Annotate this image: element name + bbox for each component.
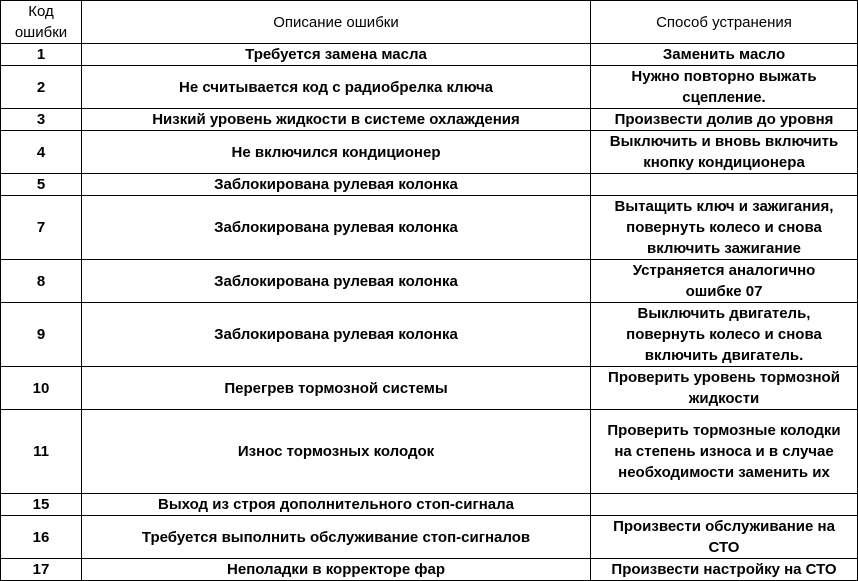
cell-solution: [591, 174, 858, 196]
solution-line: Выключить двигатель,: [637, 305, 811, 322]
cell-code: 7: [1, 196, 82, 260]
solution-line: СТО: [708, 539, 740, 556]
header-code-line2: ошибки: [14, 24, 68, 41]
table-row: [1, 559, 858, 581]
header-code: [1, 1, 82, 44]
solution-line: кнопку кондиционера: [643, 154, 805, 171]
cell-solution: [591, 66, 858, 109]
cell-description: Не включился кондиционер: [82, 131, 591, 174]
cell-solution: [591, 196, 858, 260]
header-row: [1, 1, 858, 44]
cell-code: 9: [1, 303, 82, 367]
cell-solution: [591, 44, 858, 66]
cell-solution: [591, 131, 858, 174]
solution-line: Устраняется аналогично: [632, 262, 816, 279]
solution-line: Проверить тормозные колодки: [607, 422, 841, 439]
cell-description: Низкий уровень жидкости в системе охлаждения: [82, 109, 591, 131]
cell-description: Перегрев тормозной системы: [82, 367, 591, 410]
table-row: [1, 410, 858, 494]
cell-code: 16: [1, 516, 82, 559]
header-solution: Способ устранения: [591, 1, 858, 44]
solution-line: необходимости заменить их: [618, 464, 830, 481]
cell-solution: [591, 516, 858, 559]
solution-line: Заменить масло: [662, 46, 786, 63]
table-row: [1, 303, 858, 367]
cell-code: 5: [1, 174, 82, 196]
cell-solution: [591, 410, 858, 494]
cell-code: 17: [1, 559, 82, 581]
solution-line: Вытащить ключ и зажигания,: [614, 198, 834, 215]
cell-code: 2: [1, 66, 82, 109]
table-row: [1, 260, 858, 303]
cell-code: 3: [1, 109, 82, 131]
table-row: [1, 44, 858, 66]
header-code-line1: Код: [28, 3, 54, 20]
cell-description: Требуется замена масла: [82, 44, 591, 66]
cell-solution: [591, 260, 858, 303]
cell-description: Износ тормозных колодок: [82, 410, 591, 494]
table-row: [1, 174, 858, 196]
table-row: [1, 196, 858, 260]
table-row: [1, 131, 858, 174]
cell-solution: [591, 494, 858, 516]
solution-line: сцепление.: [682, 89, 766, 106]
solution-line: повернуть колесо и снова: [626, 326, 822, 343]
solution-line: повернуть колесо и снова: [626, 219, 822, 236]
solution-line: включить зажигание: [646, 240, 801, 257]
table-row: [1, 66, 858, 109]
cell-description: Не считывается код с радиобрелка ключа: [82, 66, 591, 109]
cell-code: 10: [1, 367, 82, 410]
cell-code: 15: [1, 494, 82, 516]
table-row: [1, 494, 858, 516]
table-row: [1, 109, 858, 131]
solution-line: Нужно повторно выжать: [631, 68, 817, 85]
solution-line: Произвести долив до уровня: [614, 111, 834, 128]
cell-solution: [591, 367, 858, 410]
solution-line: Произвести настройку на СТО: [611, 561, 837, 578]
cell-description: Заблокирована рулевая колонка: [82, 303, 591, 367]
cell-solution: [591, 109, 858, 131]
cell-description: Неполадки в корректоре фар: [82, 559, 591, 581]
cell-code: 1: [1, 44, 82, 66]
cell-description: Заблокирована рулевая колонка: [82, 196, 591, 260]
cell-code: 8: [1, 260, 82, 303]
solution-line: на степень износа и в случае: [614, 443, 834, 460]
cell-code: 11: [1, 410, 82, 494]
table-row: [1, 367, 858, 410]
solution-line: включить двигатель.: [644, 347, 804, 364]
solution-line: ошибке 07: [685, 283, 763, 300]
solution-line: Выключить и вновь включить: [609, 133, 839, 150]
cell-description: Выход из строя дополнительного стоп-сигнала: [82, 494, 591, 516]
cell-code: 4: [1, 131, 82, 174]
table-row: [1, 516, 858, 559]
cell-description: Требуется выполнить обслуживание стоп-сигналов: [82, 516, 591, 559]
cell-description: Заблокирована рулевая колонка: [82, 260, 591, 303]
cell-solution: [591, 559, 858, 581]
cell-solution: [591, 303, 858, 367]
header-description: Описание ошибки: [82, 1, 591, 44]
solution-line: Проверить уровень тормозной: [608, 369, 840, 386]
solution-line: жидкости: [688, 390, 760, 407]
cell-description: Заблокирована рулевая колонка: [82, 174, 591, 196]
solution-line: Произвести обслуживание на: [613, 518, 835, 535]
